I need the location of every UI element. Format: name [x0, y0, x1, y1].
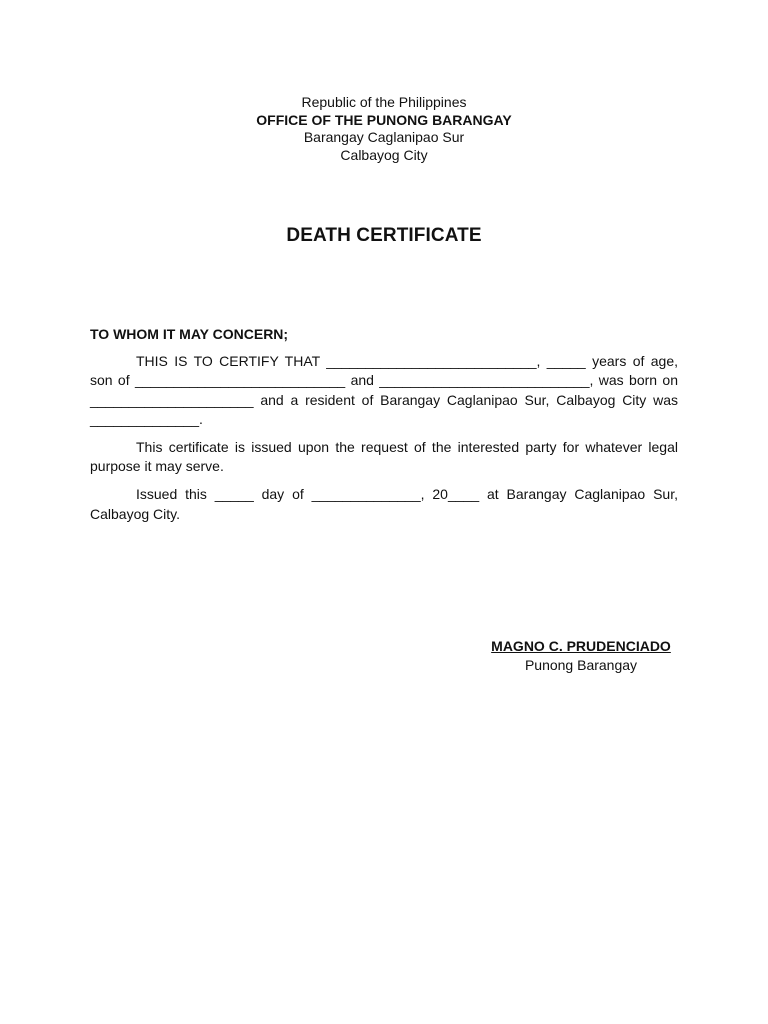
purpose-paragraph: This certificate is issued upon the request of the interested party for whatever legal purpose it may serve. [90, 439, 678, 475]
salutation: TO WHOM IT MAY CONCERN; [90, 326, 289, 342]
certification-paragraph: THIS IS TO CERTIFY THAT ___________________________, _____ years of age, son of ___________________________ and ___________________________, was born on _____________________ and a resident of Barangay Caglanipao Sur, Calbayog City was ______________. [90, 353, 678, 427]
signatory-name: MAGNO C. PRUDENCIADO [491, 638, 671, 654]
letterhead-city: Calbayog City [340, 146, 428, 163]
letterhead-office: OFFICE OF THE PUNONG BARANGAY [256, 111, 512, 128]
certificate-body [90, 325, 678, 533]
letterhead-barangay: Barangay Caglanipao Sur [303, 129, 465, 145]
issuance-paragraph: Issued this _____ day of ______________, 20____ at Barangay Caglanipao Sur, Calbayog City. [90, 486, 678, 522]
letterhead [0, 94, 768, 164]
letterhead-country: Republic of the Philippines [301, 94, 467, 110]
signature-block [470, 637, 692, 675]
document-title: DEATH CERTIFICATE [286, 225, 482, 246]
signatory-position: Punong Barangay [524, 657, 638, 673]
